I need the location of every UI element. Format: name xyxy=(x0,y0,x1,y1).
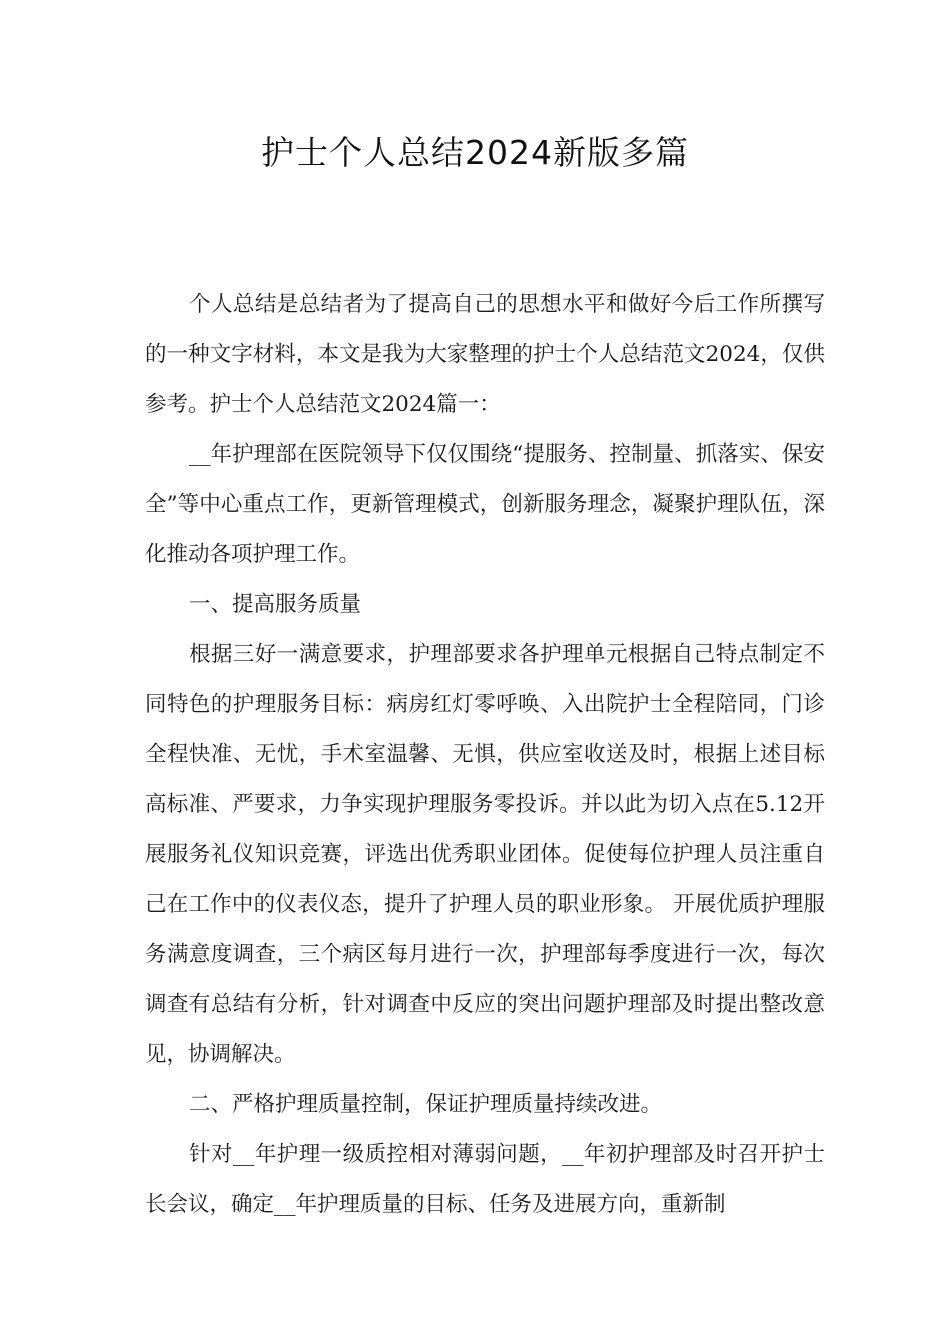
document-body xyxy=(145,280,825,1230)
section-heading-service: 一、提高服务质量 xyxy=(189,592,362,617)
section-heading-quality: 二、严格护理质量控制，保证护理质量持续改进。 xyxy=(189,1092,663,1117)
service-paragraph: 根据三好一满意要求，护理部要求各护理单元根据自己特点制定不同特色的护理服务目标：病房红灯零呼唤、入出院护士全程陪同，门诊全程快准、无忧，手术室温馨、无惧，供应室收送及时，根据上述目标高标准、严要求，力争实现护理服务零投诉。并以此为切入点在5.12开展服务礼仪知识竞赛，评选出优秀职业团体。促使每位护理人员注重自己在工作中的仪表仪态，提升了护理人员的职业形象。 开展优质护理服务满意度调查，三个病区每月进行一次，护理部每季度进行一次，每次调查有总结有分析，针对调查中反应的突出问题护理部及时提出整改意见，协调解决。 xyxy=(145,642,825,1067)
overview-paragraph: __年护理部在医院领导下仅仅围绕“提服务、控制量、抓落实、保安全”等中心重点工作，更新管理模式，创新服务理念，凝聚护理队伍，深化推动各项护理工作。 xyxy=(145,442,825,567)
quality-paragraph: 针对__年护理一级质控相对薄弱问题，__年初护理部及时召开护士长会议，确定__年护理质量的目标、任务及进展方向，重新制 xyxy=(145,1142,825,1217)
document-title: 护士个人总结2024新版多篇 xyxy=(261,133,689,172)
intro-paragraph: 个人总结是总结者为了提高自己的思想水平和做好今后工作所撰写的一种文字材料，本文是我为大家整理的护士个人总结范文2024，仅供参考。护士个人总结范文2024篇一： xyxy=(145,292,825,417)
